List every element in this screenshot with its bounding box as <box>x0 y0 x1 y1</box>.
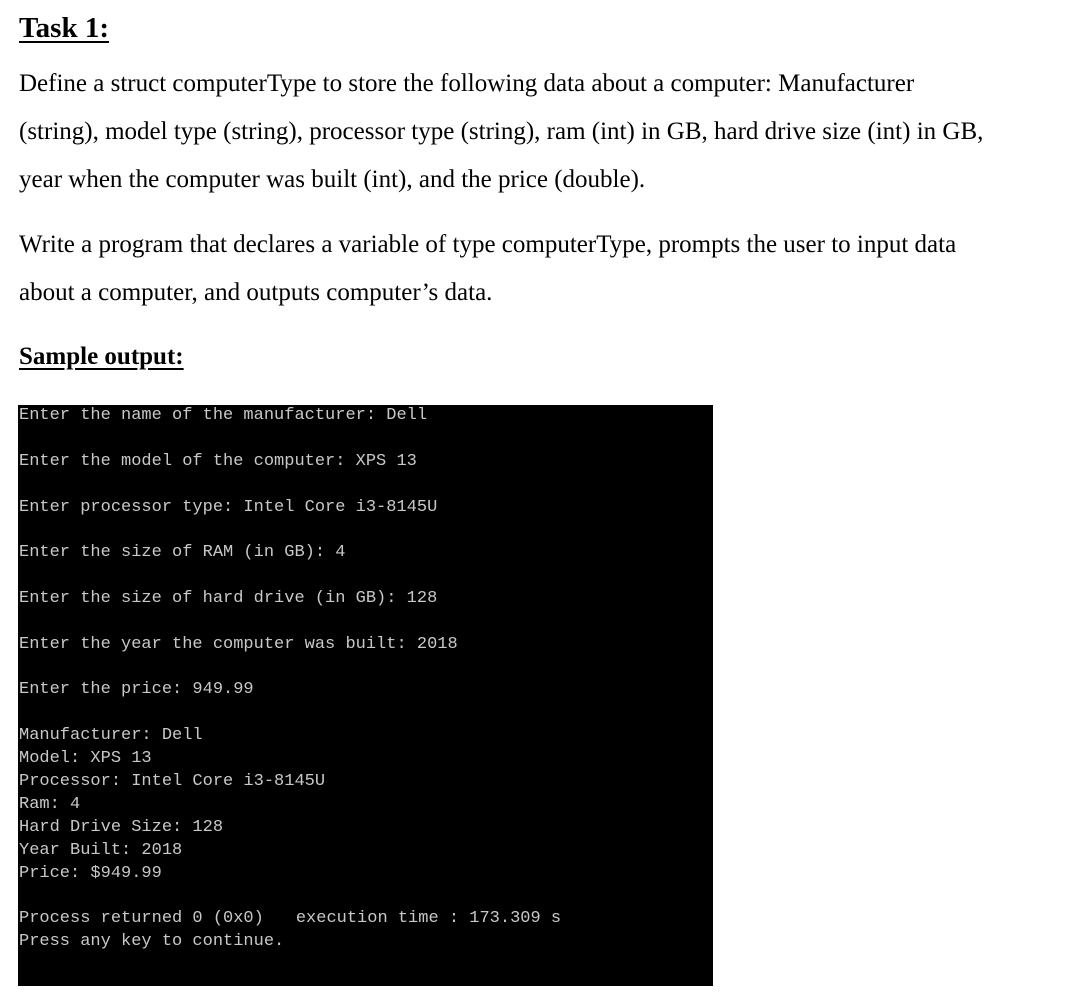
description-line: year when the computer was built (int), and the price (double). <box>19 166 646 193</box>
instruction-line: Write a program that declares a variable of type computerType, prompts the user to input data <box>19 231 957 258</box>
description-line: Define a struct computerType to store the following data about a computer: Manufacturer <box>19 70 915 97</box>
instruction-line: about a computer, and outputs computer’s data. <box>19 279 493 306</box>
console-output-screenshot <box>18 405 713 986</box>
console-prompt-line: Enter the model of the computer: XPS 13 <box>19 452 417 471</box>
console-output-line: Processor: Intel Core i3-8145U <box>19 772 326 791</box>
console-output-line: Model: XPS 13 <box>19 749 152 768</box>
console-output-line: Price: $949.99 <box>19 864 162 883</box>
console-prompt-line: Enter the size of RAM (in GB): 4 <box>19 543 346 562</box>
console-output-line: Ram: 4 <box>19 795 81 814</box>
process-returned-text: Process returned 0 (0x0) <box>19 909 264 928</box>
description-line: (string), model type (string), processor type (string), ram (int) in GB, hard drive size (int) in GB, <box>19 118 984 145</box>
console-output-line: Manufacturer: Dell <box>19 726 203 745</box>
console-output-line: Year Built: 2018 <box>19 841 183 860</box>
console-output-line: Hard Drive Size: 128 <box>19 818 224 837</box>
console-press-key-line: Press any key to continue. <box>19 932 285 951</box>
console-prompt-line: Enter the name of the manufacturer: Dell <box>19 406 428 425</box>
console-prompt-line: Enter the year the computer was built: 2018 <box>19 635 458 654</box>
console-prompt-line: Enter the size of hard drive (in GB): 128 <box>19 589 438 608</box>
execution-time-text: execution time : 173.309 s <box>295 909 562 928</box>
console-prompt-line: Enter processor type: Intel Core i3-8145U <box>19 498 438 517</box>
task-description <box>19 60 1087 204</box>
task-title: Task 1: <box>19 12 110 44</box>
console-prompt-line: Enter the price: 949.99 <box>19 680 254 699</box>
task-instructions <box>19 221 1087 317</box>
console-status-line <box>19 908 561 930</box>
sample-output-heading: Sample output: <box>19 343 184 370</box>
